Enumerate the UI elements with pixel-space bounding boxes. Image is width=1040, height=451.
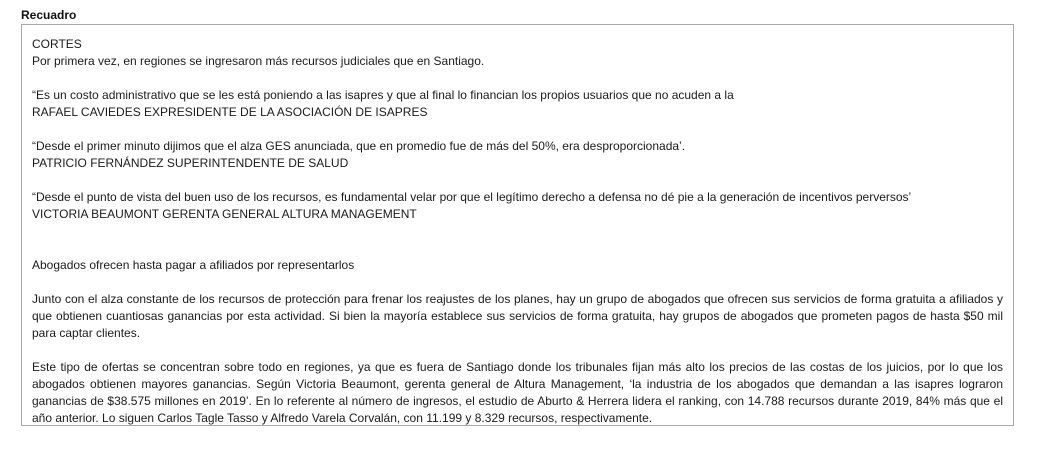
- article-lead: Por primera vez, en regiones se ingresaron más recursos judiciales que en Santiago.: [32, 54, 485, 68]
- quote-text: “Es un costo administrativo que se les está poniendo a las isapres y que al final lo financian los propios usuarios que no acuden a la: [32, 88, 734, 102]
- quote-attribution: VICTORIA BEAUMONT GERENTA GENERAL ALTURA MANAGEMENT: [32, 207, 417, 221]
- section-title: Recuadro: [21, 8, 77, 22]
- article-heading: CORTES: [32, 37, 82, 51]
- quote-attribution: PATRICIO FERNÁNDEZ SUPERINTENDENTE DE SALUD: [32, 156, 349, 170]
- quote-attribution: RAFAEL CAVIEDES EXPRESIDENTE DE LA ASOCIACIÓN DE ISAPRES: [32, 105, 428, 119]
- article-paragraph: Junto con el alza constante de los recursos de protección para frenar los reajustes de los planes, hay un grupo de abogados que ofrecen sus servicios de forma gratuita a afiliados y que obtienen cuantiosas ganancias por esta actividad. Si bien la mayoría establece sus servicios de forma gratuita, hay grupos de abogados que prometen pagos de hasta $50 mil para captar clientes.: [32, 292, 1003, 340]
- article-subheading: Abogados ofrecen hasta pagar a afiliados por representarlos: [32, 258, 355, 272]
- quote-text: “Desde el punto de vista del buen uso de los recursos, es fundamental velar por que el legítimo derecho a defensa no dé pie a la generación de incentivos perversos’: [32, 190, 912, 204]
- article-paragraph: Este tipo de ofertas se concentran sobre todo en regiones, ya que es fuera de Santiago donde los tribunales fijan más alto los precios de las costas de los juicios, por lo que los abogados obtienen mayores ganancias. Según Victoria Beaumont, gerenta general de Altura Management, ‘la industria de los abogados que demandan a las isapres lograron ganancias de $38.575 millones en 2019’. En lo referente al número de ingresos, el estudio de Aburto & Herrera lidera el ranking, con 14.788 recursos durante 2019, 84% más que el año anterior. Lo siguen Carlos Tagle Tasso y Alfredo Varela Corvalán, con 11.199 y 8.329 recursos, respectivamente.: [32, 360, 1003, 425]
- quote-text: “Desde el primer minuto dijimos que el alza GES anunciada, que en promedio fue de más del 50%, era desproporcionada’.: [32, 139, 686, 153]
- recuadro-box: [21, 24, 1014, 426]
